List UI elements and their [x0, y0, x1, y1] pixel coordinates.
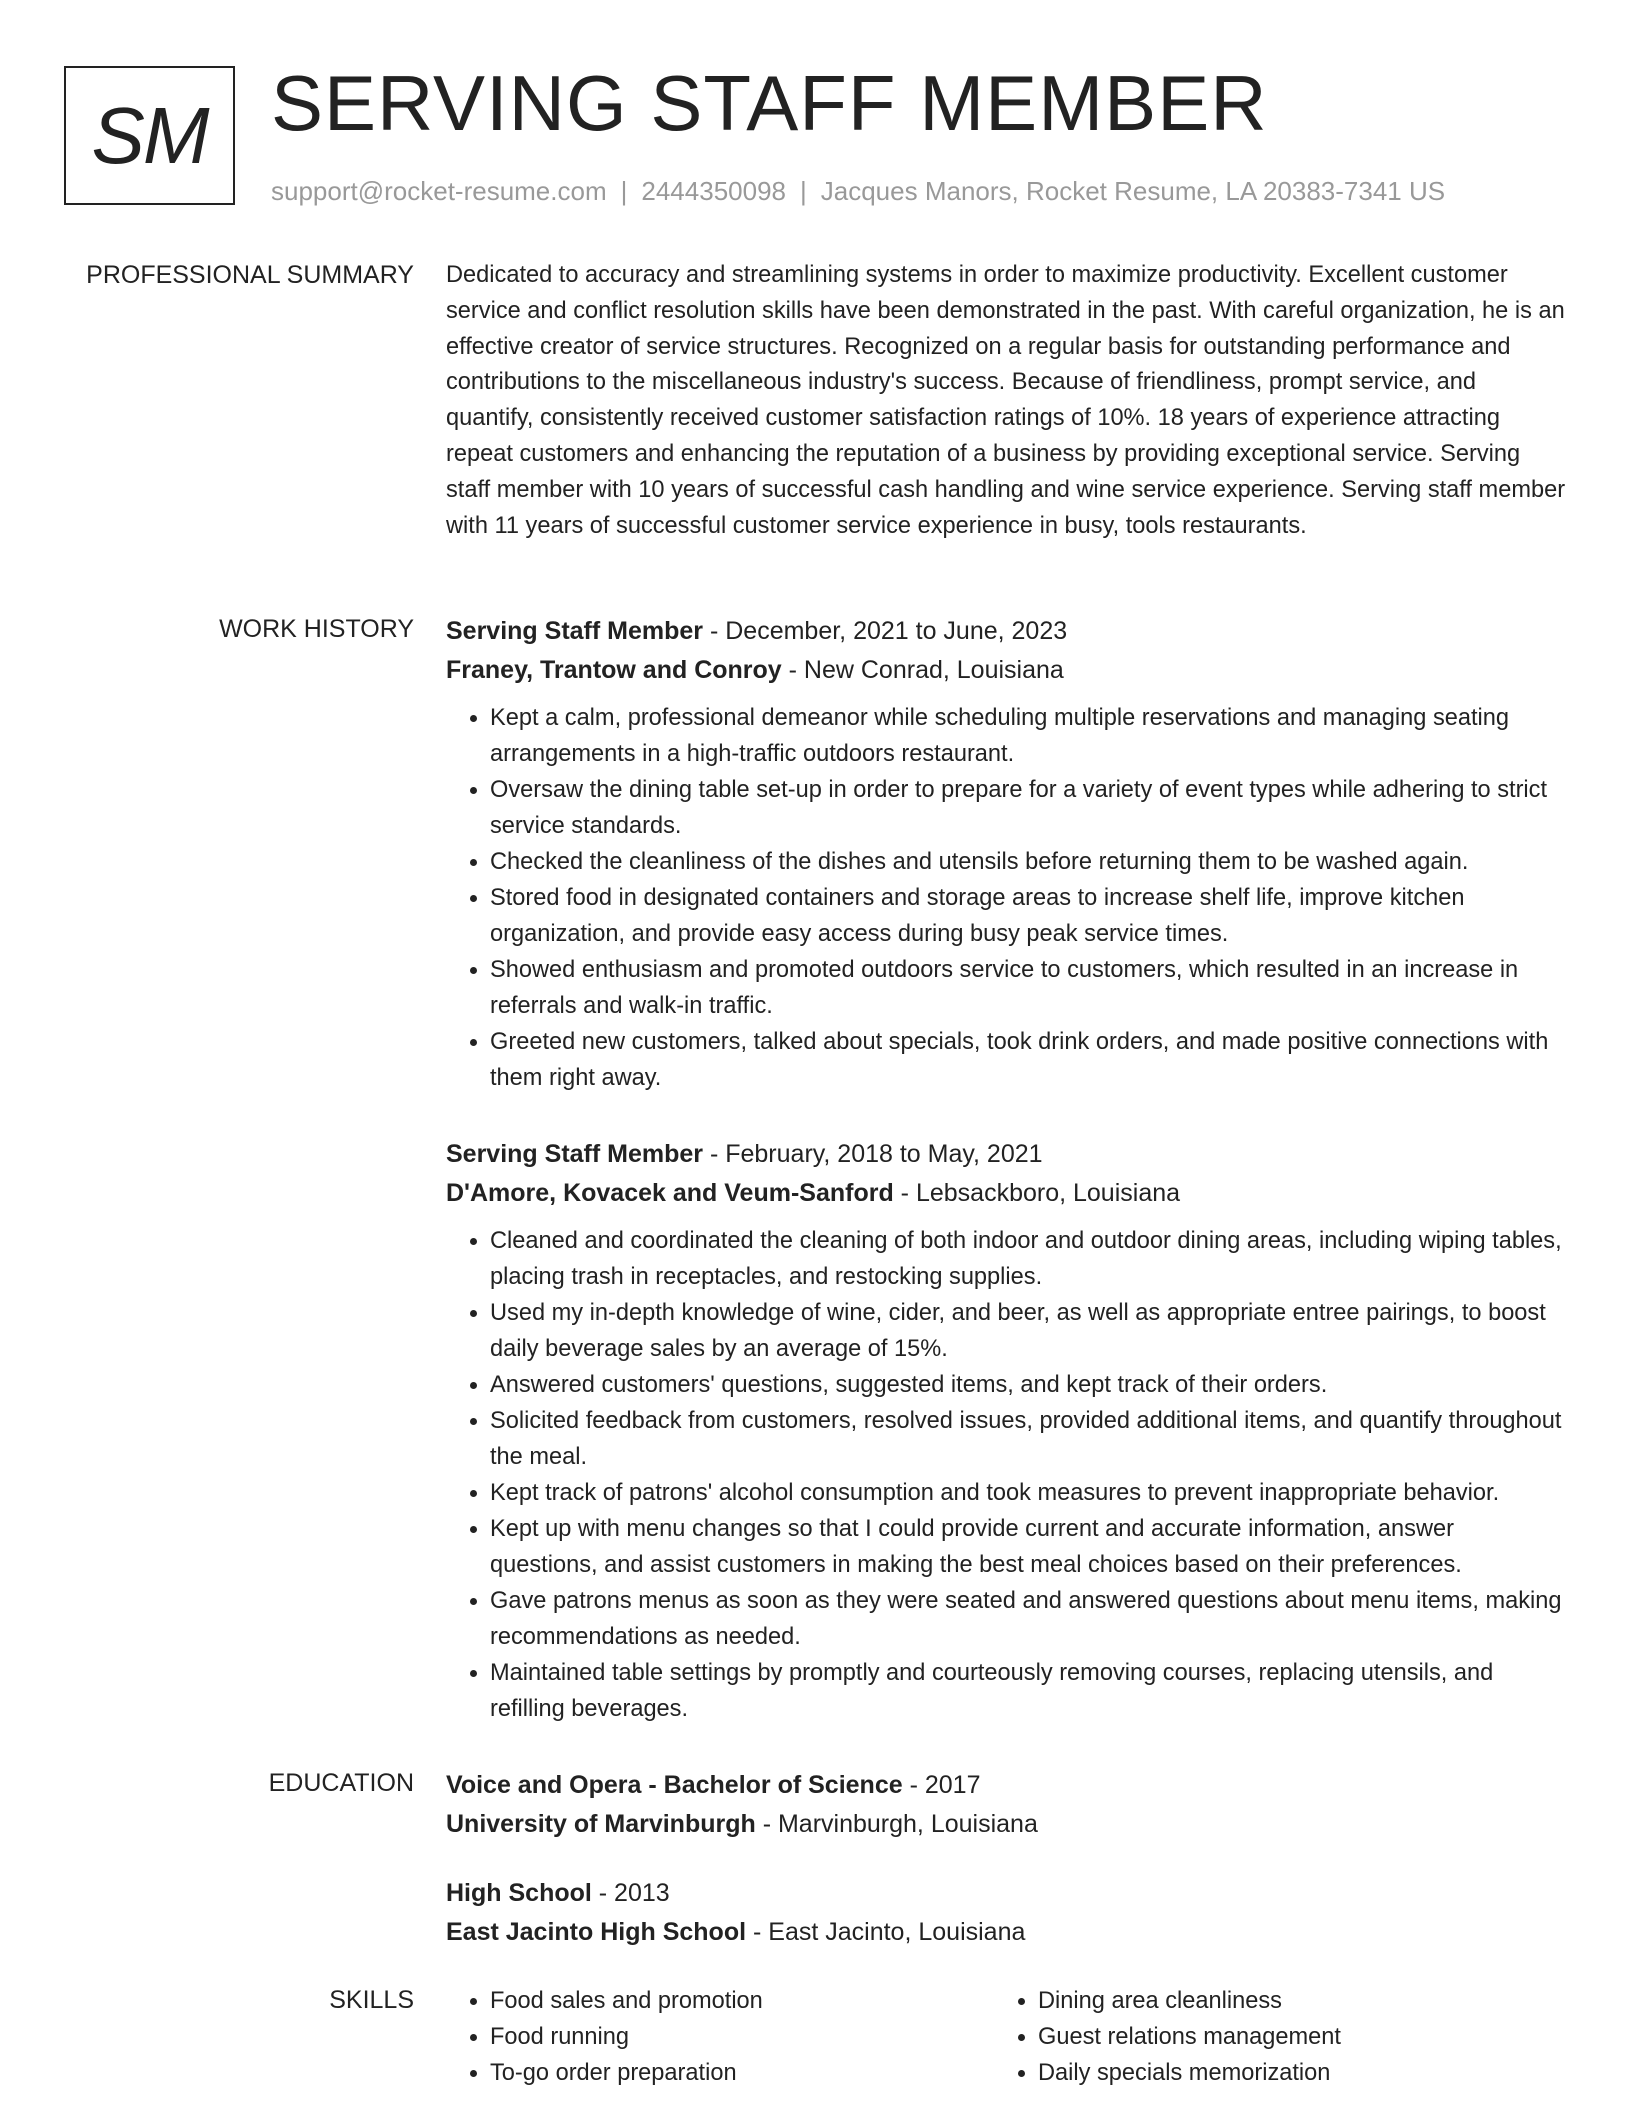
education-degree-line: [446, 1874, 1566, 1913]
job-dates: - December, 2021 to June, 2023: [703, 617, 1068, 645]
skill-item: • Dining area cleanliness: [1038, 1983, 1542, 2019]
section-title-skills: SKILLS: [329, 1986, 414, 2014]
job-dates: - February, 2018 to May, 2021: [703, 1140, 1043, 1168]
job-bullet: • Showed enthusiasm and promoted outdoors service to customers, which resulted in an increase in referrals and walk-in traffic.: [490, 952, 1566, 1024]
job-bullet: • Greeted new customers, talked about specials, took drink orders, and made positive connections with them right away.: [490, 1024, 1566, 1096]
contact-separator: |: [800, 176, 807, 206]
contact-address: Jacques Manors, Rocket Resume, LA 20383-7341 US: [820, 176, 1446, 206]
job-location: - New Conrad, Louisiana: [781, 656, 1064, 684]
job-company-line: [446, 1174, 1566, 1213]
job-bullet: • Oversaw the dining table set-up in order to prepare for a variety of event types while adhering to strict service standards.: [490, 772, 1566, 844]
job-bullet: • Solicited feedback from customers, resolved issues, provided additional items, and quantify throughout the meal.: [490, 1403, 1566, 1475]
section-title-summary: PROFESSIONAL SUMMARY: [86, 261, 414, 289]
skills-grid: [446, 1983, 1566, 2091]
education-school: East Jacinto High School: [446, 1918, 747, 1946]
education-school-line: [446, 1913, 1566, 1952]
job-role: Serving Staff Member: [446, 1140, 704, 1168]
skill-item: • Food sales and promotion: [490, 1983, 994, 2019]
education-year: - 2017: [902, 1771, 981, 1799]
summary-text: Dedicated to accuracy and streamlining systems in order to maximize productivity. Excellent customer service and conflict resolution skills have been demonstrated in the past. With careful organization, he is an effective creator of service structures. Recognized on a regular basis for outstanding performance and contributions to the miscellaneous industry's success. Because of friendliness, prompt service, and quantify, consistently received customer satisfaction ratings of 10%. 18 years of experience attracting repeat customers and enhancing the reputation of a business by providing exceptional service. Serving staff member with 10 years of successful cash handling and wine service experience. Serving staff member with 11 years of successful customer service experience in busy, tools restaurants.: [446, 262, 1566, 539]
resume-title: SERVING STAFF MEMBER: [271, 59, 1268, 147]
skill-item: • Guest relations management: [1038, 2019, 1542, 2055]
job-bullets: [446, 1223, 1566, 1727]
job-bullet: • Kept track of patrons' alcohol consumption and took measures to prevent inappropriate behavior.: [490, 1475, 1566, 1511]
job-company: D'Amore, Kovacek and Veum-Sanford: [446, 1179, 894, 1207]
education-entry: [446, 1874, 1566, 1952]
education-degree: Voice and Opera - Bachelor of Science: [446, 1771, 903, 1799]
contact-email: support@rocket-resume.com: [271, 176, 607, 206]
job-title-line: [446, 612, 1566, 651]
education-degree: High School: [446, 1879, 592, 1907]
job-bullet: • Maintained table settings by promptly and courteously removing courses, replacing utensils, and refilling beverages.: [490, 1655, 1566, 1727]
section-title-education: EDUCATION: [268, 1769, 414, 1797]
education-entry: [446, 1766, 1566, 1844]
job-location: - Lebsackboro, Louisiana: [893, 1179, 1181, 1207]
education-degree-line: [446, 1766, 1566, 1805]
job-title-line: [446, 1135, 1566, 1174]
job-company-line: [446, 651, 1566, 690]
contact-line: [271, 175, 1445, 207]
job-company: Franey, Trantow and Conroy: [446, 656, 782, 684]
contact-separator: |: [620, 176, 628, 206]
job-role: Serving Staff Member: [446, 617, 704, 645]
skill-item: • Daily specials memorization: [1038, 2055, 1542, 2091]
job-bullets: [446, 700, 1566, 1096]
education-location: - East Jacinto, Louisiana: [746, 1918, 1026, 1946]
job-bullet: • Kept a calm, professional demeanor while scheduling multiple reservations and managing seating arrangements in a high-traffic outdoors restaurant.: [490, 700, 1566, 772]
education-school: University of Marvinburgh: [446, 1810, 756, 1838]
job-bullet: • Checked the cleanliness of the dishes and utensils before returning them to be washed again.: [490, 844, 1566, 880]
monogram-logo: SM: [64, 66, 235, 205]
summary-section: [446, 258, 1566, 544]
skill-item: • To-go order preparation: [490, 2055, 994, 2091]
job-bullet: • Answered customers' questions, suggested items, and kept track of their orders.: [490, 1367, 1566, 1403]
skills-column-left: [446, 1983, 994, 2091]
contact-phone: 2444350098: [641, 176, 786, 206]
education-year: - 2013: [591, 1879, 670, 1907]
job-bullet: • Stored food in designated containers and storage areas to increase shelf life, improve kitchen organization, and provide easy access during busy peak service times.: [490, 880, 1566, 952]
skills-section: [446, 1983, 1566, 2091]
skill-item: • Food running: [490, 2019, 994, 2055]
job-entry: [446, 612, 1566, 1096]
job-bullet: • Used my in-depth knowledge of wine, cider, and beer, as well as appropriate entree pairings, to boost daily beverage sales by an average of 15%.: [490, 1295, 1566, 1367]
job-bullet: • Gave patrons menus as soon as they were seated and answered questions about menu items, making recommendations as needed.: [490, 1583, 1566, 1655]
education-school-line: [446, 1805, 1566, 1844]
skills-column-right: [994, 1983, 1542, 2091]
education-location: - Marvinburgh, Louisiana: [755, 1810, 1038, 1838]
job-bullet: • Cleaned and coordinated the cleaning of both indoor and outdoor dining areas, including wiping tables, placing trash in receptacles, and restocking supplies.: [490, 1223, 1566, 1295]
section-title-work: WORK HISTORY: [219, 615, 414, 643]
job-entry: [446, 1135, 1566, 1727]
job-bullet: • Kept up with menu changes so that I could provide current and accurate information, answer questions, and assist customers in making the best meal choices based on their preferences.: [490, 1511, 1566, 1583]
